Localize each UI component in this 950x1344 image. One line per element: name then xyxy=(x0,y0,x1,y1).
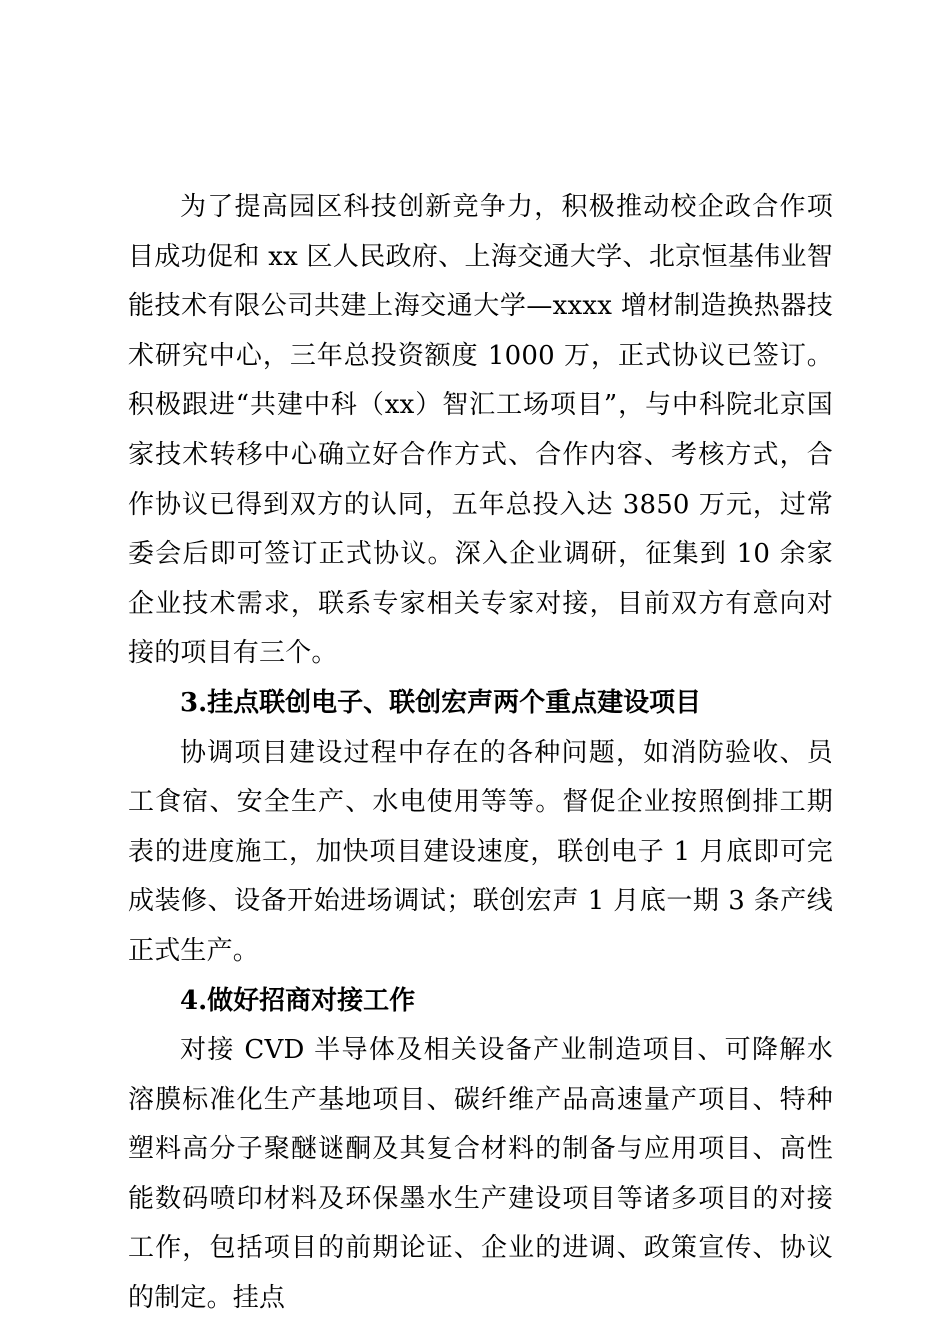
section-heading-4: 4.做好招商对接工作 xyxy=(180,985,416,1016)
paragraph-investment-docking: 对接 CVD 半导体及相关设备产业制造项目、可降解水溶膜标准化生产基地项目、碳纤维产品高速量产项目、特种塑料高分子聚醚谜酮及其复合材料的制备与应用项目、高性能数码喷印材料及环保墨水生产建设项目等诸多项目的对接工作，包括项目的前期论证、企业的进调、政策宣传、协议的制定。挂点 xyxy=(128,1035,833,1314)
paragraph-cooperation-projects: 为了提高园区科技创新竞争力，积极推动校企政合作项目成功促和 xx 区人民政府、上海交通大学、北京恒基伟业智能技术有限公司共建上海交通大学—xxxx 增材制造换热器技术研究中心，三年总投资额度 1000 万，正式协议已签订。积极跟进“共建中科（xx）智汇工场项目”，与中科院北京国家技术转移中心确立好合作方式、合作内容、考核方式，合作协议已得到双方的认同，五年总投入达 3850 万元，过常委会后即可签订正式协议。深入企业调研，征集到 10 余家企业技术需求，联系专家相关专家对接，目前双方有意向对接的项目有三个。 xyxy=(128,192,833,669)
section-heading-3: 3.挂点联创电子、联创宏声两个重点建设项目 xyxy=(180,687,702,718)
document-body xyxy=(128,183,833,1324)
paragraph-project-coordination: 协调项目建设过程中存在的各种问题，如消防验收、员工食宿、安全生产、水电使用等等。督促企业按照倒排工期表的进度施工，加快项目建设速度，联创电子 1 月底即可完成装修、设备开始进场调试；联创宏声 1 月底一期 3 条产线正式生产。 xyxy=(128,737,833,966)
